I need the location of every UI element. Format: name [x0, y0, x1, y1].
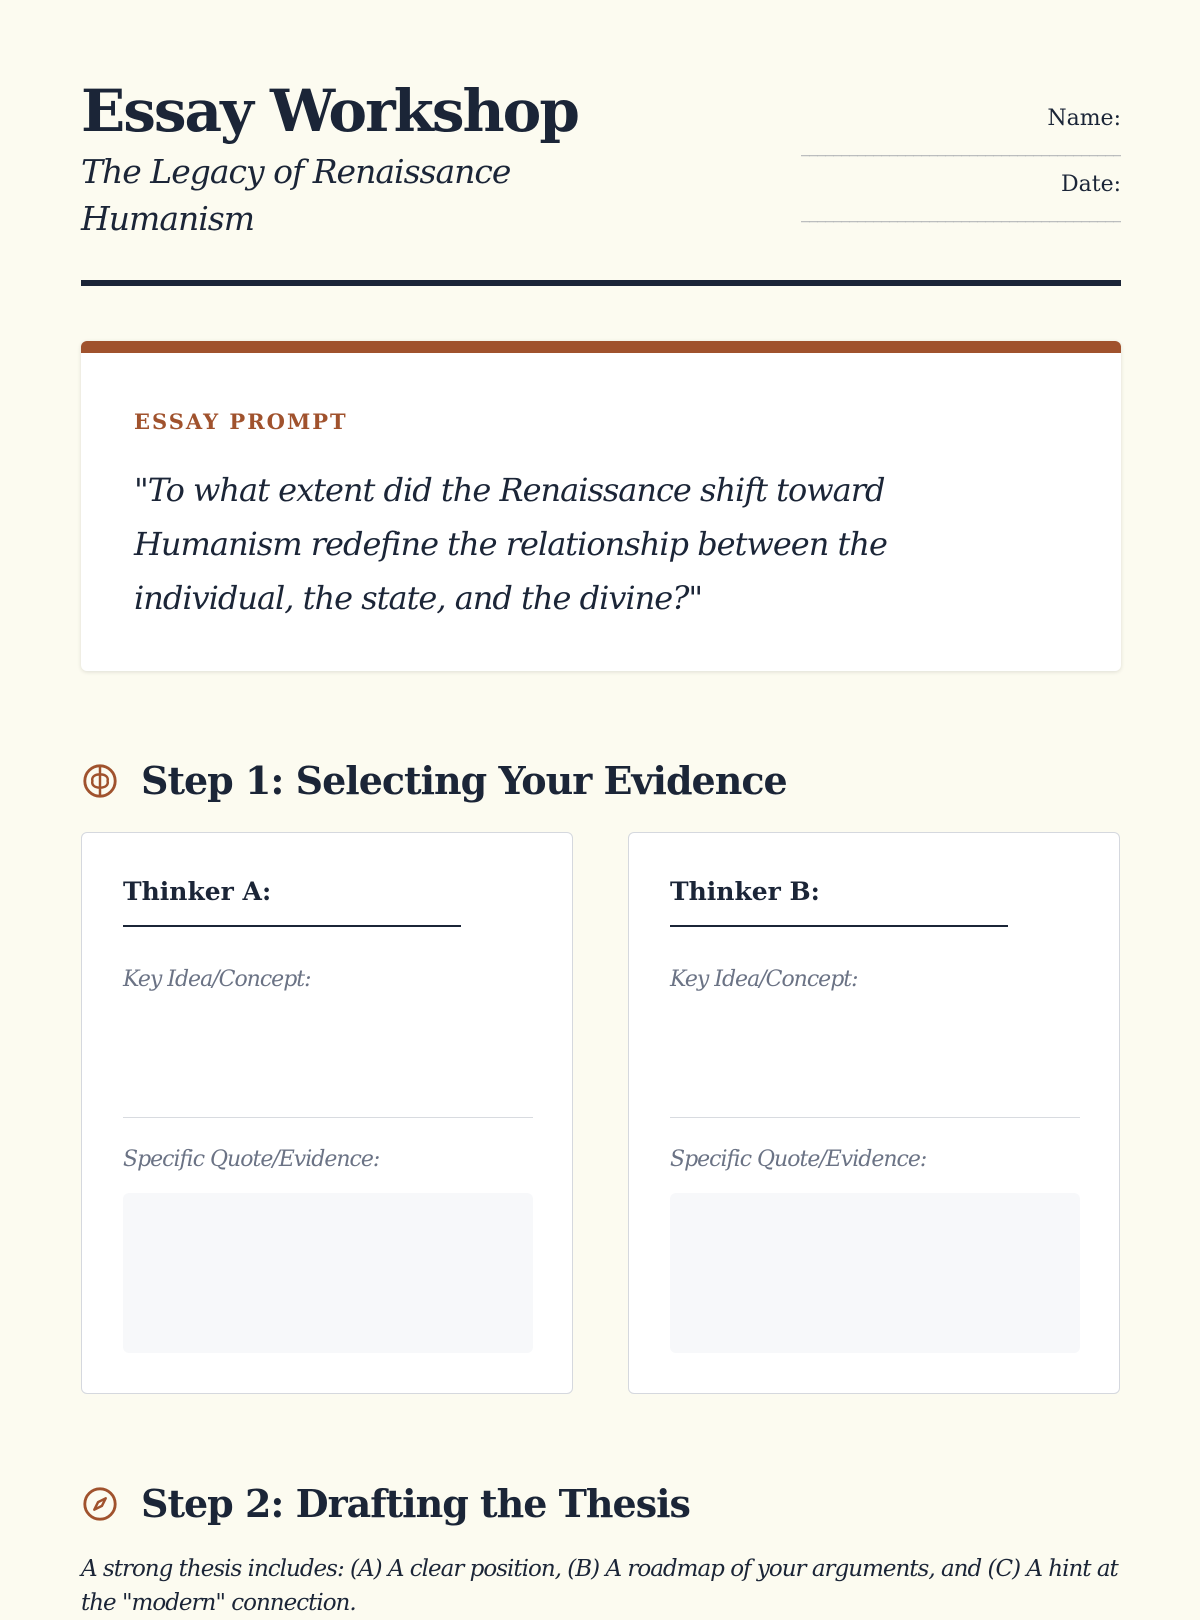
thinker-b-key-idea-field[interactable]: [670, 1117, 1080, 1118]
worksheet-header: [81, 0, 1121, 290]
date-label: Date:: [1060, 172, 1121, 197]
thinker-b-name-field[interactable]: [670, 925, 1008, 927]
thinker-a-card: [81, 832, 573, 1394]
thinker-b-key-idea-label: Key Idea/Concept:: [670, 967, 858, 992]
student-info: [661, 106, 1121, 238]
thinker-a-key-idea-label: Key Idea/Concept:: [123, 967, 311, 992]
step-2-title: Step 2: Drafting the Thesis: [141, 1481, 690, 1526]
worksheet-page: [81, 0, 1121, 1616]
step-1-title: Step 1: Selecting Your Evidence: [141, 758, 787, 803]
thesis-guidance: A strong thesis includes: (A) A clear position, (B) A roadmap of your arguments, and (C) A hint at the "modern" connection.: [81, 1556, 1118, 1616]
prompt-label: ESSAY PROMPT: [134, 409, 348, 434]
brain-icon: [81, 762, 119, 800]
name-label: Name:: [1047, 106, 1121, 131]
compass-icon: [81, 1485, 119, 1523]
step-1-heading: [81, 758, 787, 803]
step-2-heading: [81, 1481, 690, 1526]
thinker-a-quote-field[interactable]: [123, 1193, 533, 1353]
prompt-text: "To what extent did the Renaissance shift toward Humanism redefine the relationship between the individual, the state, and the divine?": [134, 471, 887, 617]
page-subtitle: The Legacy of Renaissance Humanism: [81, 152, 511, 238]
thinker-b-quote-field[interactable]: [670, 1193, 1080, 1353]
essay-prompt-card: [81, 341, 1121, 671]
header-divider: [81, 280, 1121, 286]
thinker-a-key-idea-field[interactable]: [123, 1117, 533, 1118]
thinker-a-name-field[interactable]: [123, 925, 461, 927]
thinker-b-card: [628, 832, 1120, 1394]
page-title: Essay Workshop: [81, 77, 578, 145]
thinker-b-quote-label: Specific Quote/Evidence:: [670, 1147, 927, 1172]
date-field[interactable]: ________________________________________: [801, 202, 1121, 223]
thinker-a-label: Thinker A:: [123, 877, 272, 906]
thinker-a-quote-label: Specific Quote/Evidence:: [123, 1147, 380, 1172]
name-field[interactable]: ________________________________________: [801, 136, 1121, 157]
thinker-b-label: Thinker B:: [670, 877, 820, 906]
